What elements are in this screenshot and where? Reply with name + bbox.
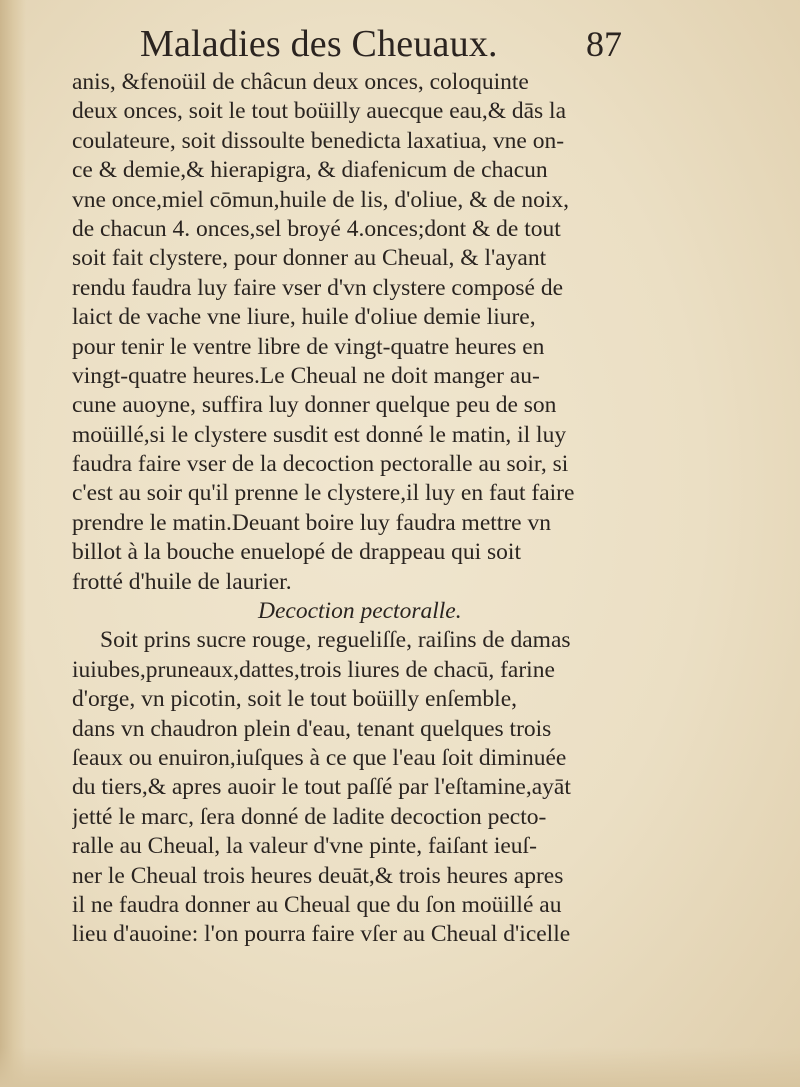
text-line: billot à la bouche enuelopé de drappeau qui soit: [72, 539, 521, 566]
text-line: Soit prins sucre rouge, regueliſſe, raiſins de damas: [100, 627, 571, 654]
text-line: lieu d'auoine: l'on pourra faire vſer au Cheual d'icelle: [72, 921, 571, 948]
text-line: pour tenir le ventre libre de vingt-quatre heures en: [72, 333, 545, 360]
page-bottom-shadow: [0, 1047, 800, 1087]
text-line: laict de vache vne liure, huile d'oliue demie liure,: [72, 304, 536, 331]
text-line: du tiers,& apres auoir le tout paſſé par l'eſtamine,ayāt: [72, 774, 571, 801]
text-line: cune auoyne, suffira luy donner quelque peu de son: [72, 392, 557, 419]
text-line: moüillé,si le clystere susdit est donné le matin, il luy: [72, 421, 567, 448]
page-binding-shadow: [0, 0, 26, 1087]
running-title: Maladies des Cheuaux.: [140, 23, 498, 65]
page-number: 87: [586, 24, 622, 64]
text-line: frotté d'huile de laurier.: [72, 568, 292, 595]
body-text: [72, 68, 638, 950]
text-line: ralle au Cheual, la valeur d'vne pinte, faiſant ieuſ-: [72, 833, 537, 860]
text-line: faudra faire vser de la decoction pectoralle au soir, si: [72, 451, 569, 478]
text-line: ce & demie,& hierapigra, & diafenicum de chacun: [72, 157, 548, 184]
text-line: il ne faudra donner au Cheual que du ſon moüillé au: [72, 891, 562, 918]
text-line: ner le Cheual trois heures deuāt,& trois heures apres: [72, 862, 564, 889]
text-line: iuiubes,pruneaux,dattes,trois liures de chacū, farine: [72, 656, 555, 683]
text-line: dans vn chaudron plein d'eau, tenant quelques trois: [72, 715, 552, 742]
text-line: vne once,miel cōmun,huile de lis, d'oliue, & de noix,: [72, 186, 569, 213]
text-line: soit fait clystere, pour donner au Cheual, & l'ayant: [72, 245, 547, 272]
text-line: ſeaux ou enuiron,iuſques à ce que l'eau ſoit diminuée: [72, 744, 567, 771]
section-heading: Decoction pectoralle.: [258, 598, 462, 625]
text-line: jetté le marc, ſera donné de ladite decoction pecto-: [72, 803, 547, 830]
text-line: anis, &fenoüil de châcun deux onces, coloquinte: [72, 69, 529, 95]
text-line: de chacun 4. onces,sel broyé 4.onces;dont & de tout: [72, 215, 561, 242]
text-line: c'est au soir qu'il prenne le clystere,il luy en faut faire: [72, 480, 575, 507]
text-line: deux onces, soit le tout boüilly auecque eau,& dās la: [72, 98, 567, 125]
text-line: d'orge, vn picotin, soit le tout boüilly enſemble,: [72, 686, 518, 713]
text-line: rendu faudra luy faire vser d'vn clystere composé de: [72, 274, 564, 301]
text-line: prendre le matin.Deuant boire luy faudra mettre vn: [72, 509, 551, 536]
text-line: vingt-quatre heures.Le Cheual ne doit manger au-: [72, 362, 540, 389]
text-line: coulateure, soit dissoulte benedicta laxatiua, vne on-: [72, 127, 565, 154]
